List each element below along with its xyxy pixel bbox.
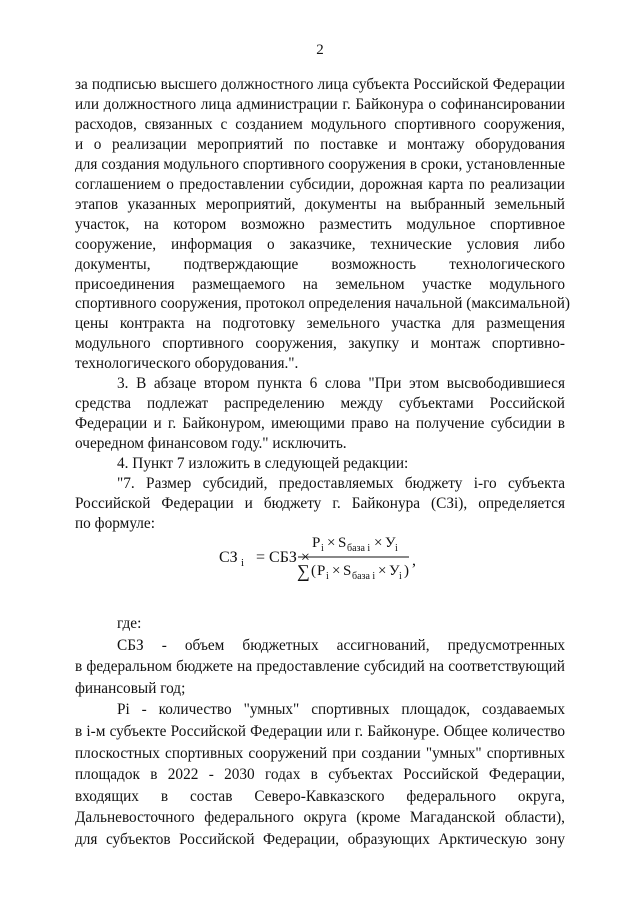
text-line: в i-м субъекте Российской Федерации или г. Байконуре. Общее количество [75, 723, 565, 740]
formula-lhs-sub: i [241, 557, 245, 569]
formula-den-y-sub: i [399, 571, 402, 582]
formula-num-p: P [312, 535, 321, 551]
text-line: Российской Федерации и бюджету г. Байконура (СЗi), определяется [75, 494, 565, 512]
text-line: плоскостных спортивных сооружений при создании "умных" спортивных [75, 744, 565, 762]
formula-den-open: ( [311, 563, 316, 579]
formula-num-s: S [338, 535, 347, 551]
text-line: 4. Пункт 7 изложить в следующей редакции: [117, 455, 409, 473]
text-line: очередном финансовом году." исключить. [75, 435, 347, 453]
text-line: для создания модульного спортивного сооружения в сроки, установленные [75, 155, 565, 173]
formula-den-y: У [389, 563, 400, 579]
text-line: 3. В абзаце втором пункта 6 слова "При этом высвободившиеся [117, 375, 565, 393]
text-line: финансовый год; [75, 679, 186, 697]
text-line: спортивного сооружения, протокол определения начальной (максимальной) [75, 295, 570, 313]
text-line: входящих в состав Северо-Кавказского федерального округа, [75, 787, 565, 805]
formula-den-s: S [343, 563, 352, 579]
page-number: 2 [316, 42, 324, 58]
formula-num-y-sub: i [395, 543, 398, 554]
text-line: для субъектов Российской Федерации, образующих Арктическую зону [75, 831, 565, 848]
text-line: "7. Размер субсидий, предоставляемых бюджету i-го субъекта [117, 475, 565, 492]
formula-den-s-sub: база i [352, 571, 376, 582]
formula-den-times2: × [378, 563, 387, 579]
text-line: модульного спортивного сооружения, закупку и монтаж спортивно- [75, 335, 565, 353]
text-line: СБЗ - объем бюджетных ассигнований, предусмотренных [117, 636, 565, 654]
text-line: или должностного лица администрации г. Байконура о софинансировании [75, 95, 565, 113]
text-line: по формуле: [75, 514, 155, 532]
formula-den-close: ) [404, 563, 409, 579]
formula-trailing-comma: , [412, 552, 416, 569]
formula-sum: ∑ [297, 561, 310, 581]
text-line: этапов указанных мероприятий, документы на выбранный земельный [75, 195, 565, 213]
text-line: за подписью высшего должностного лица субъекта Российской Федерации [75, 76, 565, 93]
formula-svg [0, 525, 640, 585]
text-line: в федеральном бюджете на предоставление субсидий на соответствующий [75, 658, 565, 676]
formula-den-p: P [317, 563, 326, 579]
text-line: Рi - количество "умных" спортивных площадок, создаваемых [117, 701, 565, 719]
text-line: присоединения размещаемого на земельном участке модульного [75, 275, 565, 293]
formula-num-y: У [385, 535, 396, 551]
formula-lhs: СЗ [219, 549, 238, 566]
text-line: расходов, связанных с созданием модульного спортивного сооружения, [75, 115, 565, 133]
text-line: сооружение, информация о заказчике, технические условия либо [75, 235, 565, 253]
text-line: и о реализации мероприятий по поставке и монтажу оборудования [75, 135, 565, 153]
text-line: цены контракта на подготовку земельного участка для размещения [75, 315, 565, 333]
text-line: технологического оборудования.". [75, 355, 299, 373]
text-line: документы, подтверждающие возможность технологического [75, 255, 565, 273]
text-line: Федерации и г. Байконуром, имеющими право на получение субсидии в [75, 415, 565, 433]
text-line: площадок в 2022 - 2030 годах в субъектах Российской Федерации, [75, 766, 565, 784]
formula-num-p-sub: i [321, 543, 324, 554]
formula-den-times1: × [332, 563, 341, 579]
formula-num-times1: × [327, 535, 336, 551]
formula-equals: = СБЗ × [256, 549, 310, 566]
formula [0, 525, 640, 585]
text-line: где: [117, 615, 142, 632]
formula-num-s-sub: база i [347, 543, 371, 554]
formula-num-times2: × [374, 535, 383, 551]
formula-den-p-sub: i [326, 571, 329, 582]
text-line: соглашением о предоставлении субсидии, дорожная карта по реализации [75, 175, 565, 193]
text-line: средства подлежат распределению между субъектами Российской [75, 395, 565, 413]
text-line: участок, на котором возможно разместить модульное спортивное [75, 215, 565, 233]
text-line: Дальневосточного федерального округа (кроме Магаданской области), [75, 809, 565, 827]
